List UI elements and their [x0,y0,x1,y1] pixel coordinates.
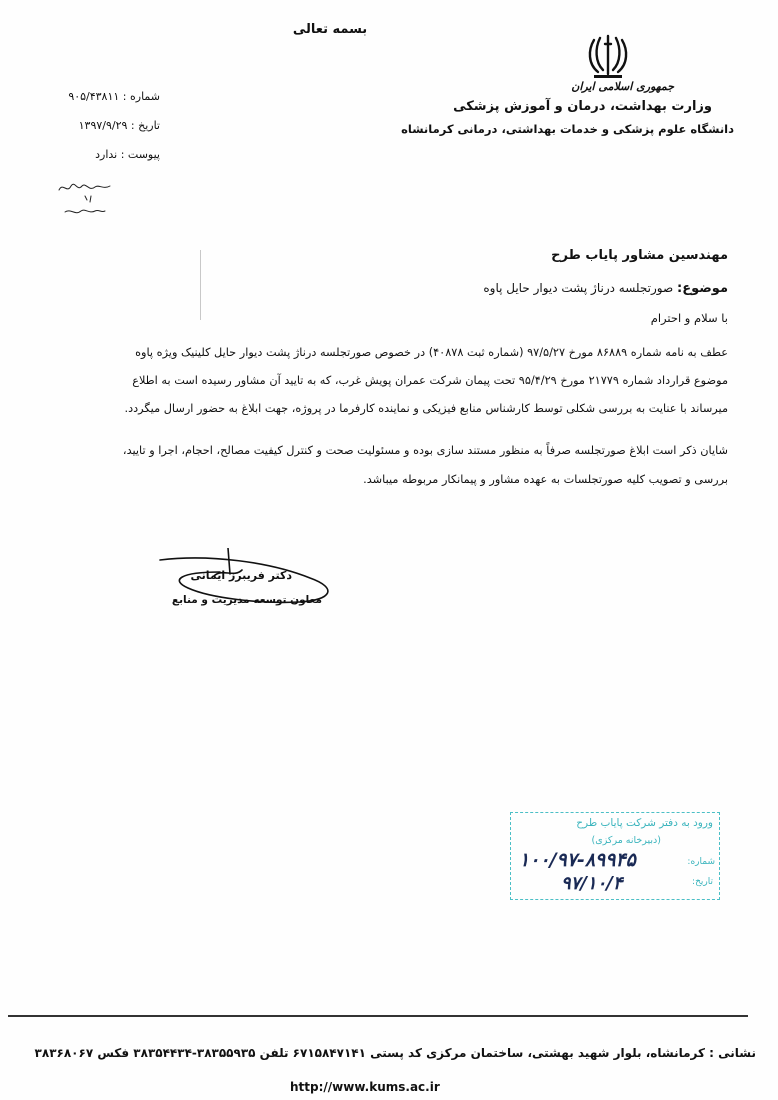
footer-address: نشانی : کرمانشاه، بلوار شهید بهشتی، ساختمان مرکزی کد پستی ۶۷۱۵۸۴۷۱۴۱ تلفن ۳۸۳۵۵۹۳۵-۳۸۳۵۴۴۳۴ فکس ۳۸۳۶۸۰۶۷ [34,1046,756,1060]
stamp-title: ورود به دفتر شرکت پایاب طرح [576,817,713,829]
paragraph2-line: بررسی و تصویب کلیه صورتجلسات به عهده مشاور و پیمانکار مربوطه میباشد. [363,473,728,486]
stamp-number-value: ۱۰۰/۹۷-۸۹۹۴۵ [519,849,636,871]
subject-text: صورتجلسه درناژ پشت دیوار حایل پاوه [483,281,674,295]
greeting-line: با سلام و احترام [650,311,728,325]
letter-number: شماره : ۹۰۵/۴۳۸۱۱ [68,90,160,103]
received-stamp [510,812,720,900]
letter-attachment: پیوست : ندارد [95,148,160,161]
ministry-title: وزارت بهداشت، درمان و آموزش پزشکی [453,99,712,114]
letter-date: تاریخ : ۱۳۹۷/۹/۲۹ [78,119,160,132]
letter-meta [20,90,160,173]
signatory-name: دکتر فریبرز ایمانی [190,569,292,582]
scan-artifact-line [200,250,201,320]
recipient-line: مهندسین مشاور پایاب طرح [551,248,728,263]
subject-line [483,281,728,296]
stamp-subtitle: (دبیرخانه مرکزی) [591,835,661,846]
stamp-date-value: ۹۷/۱۰/۴ [561,873,623,894]
paragraph2-line: شایان ذکر است ابلاغ صورتجلسه صرفاً به منظور مستند سازی بوده و مسئولیت صحت و کنترل کیفیت مصالح، احجام، اجرا و تایید، [122,444,728,457]
footer-website-link[interactable]: http://www.kums.ac.ir [290,1080,440,1094]
bismillah-heading: بسمه تعالی [292,22,368,37]
paragraph1-line: میرساند با عنایت به بررسی شکلی توسط کارشناس منابع فیزیکی و نماینده کارفرما در پروژه، جهت ابلاغ به حضور ارسال میگردد. [124,402,728,415]
paragraph1-line: عطف به نامه شماره ۸۶۸۸۹ مورخ ۹۷/۵/۲۷ (شماره ثبت ۴۰۸۷۸) در خصوص صورتجلسه درناژ پشت دیوار حایل کلینیک ویژه پاوه [135,346,728,359]
ministry-letterhead [401,80,734,136]
signatory-title: معاون توسعه مدیریت و منابع [171,594,322,606]
iran-emblem-icon [584,32,632,82]
signature-block [150,548,340,618]
stamp-number-label: شماره: [687,857,715,867]
stamp-date-label: تاریخ: [692,877,713,887]
handwritten-note-icon [55,178,115,222]
university-title: دانشگاه علوم پزشکی و خدمات بهداشتی، درمانی کرمانشاه [401,122,734,136]
republic-title: جمهوری اسلامی ایران [571,80,674,93]
footer-divider [8,1015,748,1017]
signature-scribble-icon [150,548,340,618]
paragraph1-line: موضوع قرارداد شماره ۲۱۷۷۹ مورخ ۹۵/۴/۲۹ تحت پیمان شرکت عمران پویش غرب، که به تایید آن مشاور رسیده است به اطلاع [132,374,728,387]
subject-label: موضوع: [677,281,728,296]
